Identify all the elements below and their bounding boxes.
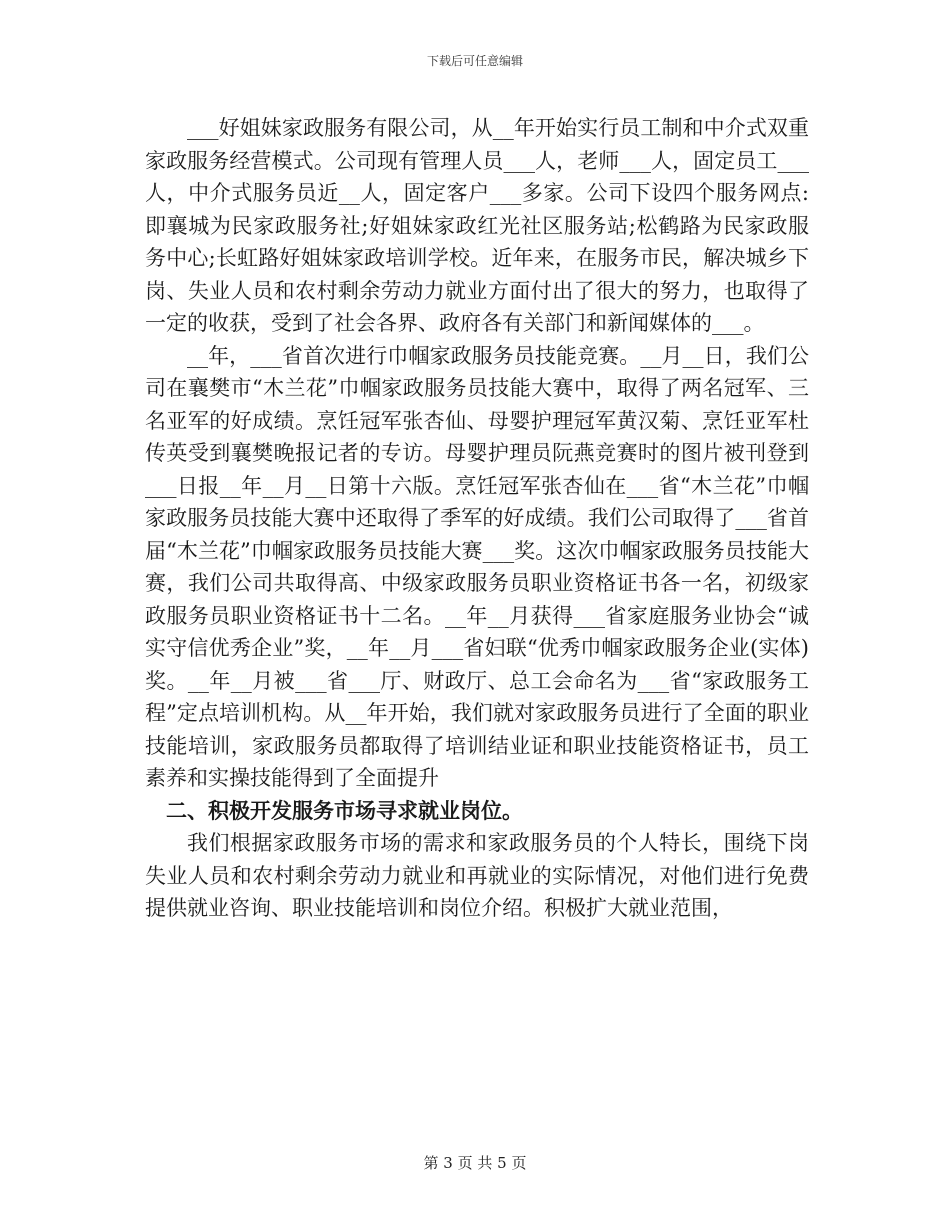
paragraph-competition-awards: __年，___省首次进行巾帼家政服务员技能竞赛。__月__日，我们公司在襄樊市“木兰花”巾帼家政服务员技能大赛中，取得了两名冠军、三名亚军的好成绩。烹饪冠军张杏仙、母婴护理冠军黄汉菊、烹饪亚军杜传英受到襄樊晚报记者的专访。母婴护理员阮燕竞赛时的图片被刊登到___日报__年__月__日第十六版。烹饪冠军张杏仙在___省“木兰花”巾帼家政服务员技能大赛中还取得了季军的好成绩。我们公司取得了___省首届“木兰花”巾帼家政服务员技能大赛___奖。这次巾帼家政服务员技能大赛，我们公司共取得高、中级家政服务员职业资格证书各一名，初级家政服务员职业资格证书十二名。__年__月获得___省家庭服务业协会“诚实守信优秀企业”奖，__年__月___省妇联“优秀巾帼家政服务企业(实体)奖。__年__月被___省___厅、财政厅、总工会命名为___省“家政服务工程”定点培训机构。从__年开始，我们就对家政服务员进行了全面的职业技能培训，家政服务员都取得了培训结业证和职业技能资格证书，员工素养和实操技能得到了全面提升 [145,343,809,790]
page-header: 下载后可任意编辑 [426,54,523,68]
document-body [145,112,809,925]
page-footer: 第 3 页 共 5 页 [423,1154,527,1172]
paragraph-company-intro: ___好姐妹家政服务有限公司，从__年开始实行员工制和中介式双重家政服务经营模式。公司现有管理人员___人，老师___人，固定员工___人，中介式服务员近__人，固定客户___多家。公司下设四个服务网点:即襄城为民家政服务社;好姐妹家政红光社区服务站;松鹤路为民家政服务中心;长虹路好姐妹家政培训学校。近年来，在服务市民，解决城乡下岗、失业人员和农村剩余劳动力就业方面付出了很大的努力，也取得了一定的收获，受到了社会各界、政府各有关部门和新闻媒体的___。 [145,116,809,335]
section-heading: 二、积极开发服务市场寻求就业岗位。 [166,797,523,823]
paragraph-employment-services: 我们根据家政服务市场的需求和家政服务员的个人特长，围绕下岗失业人员和农村剩余劳动力就业和再就业的实际情况，对他们进行免费提供就业咨询、职业技能培训和岗位介绍。积极扩大就业范围， [145,831,809,920]
